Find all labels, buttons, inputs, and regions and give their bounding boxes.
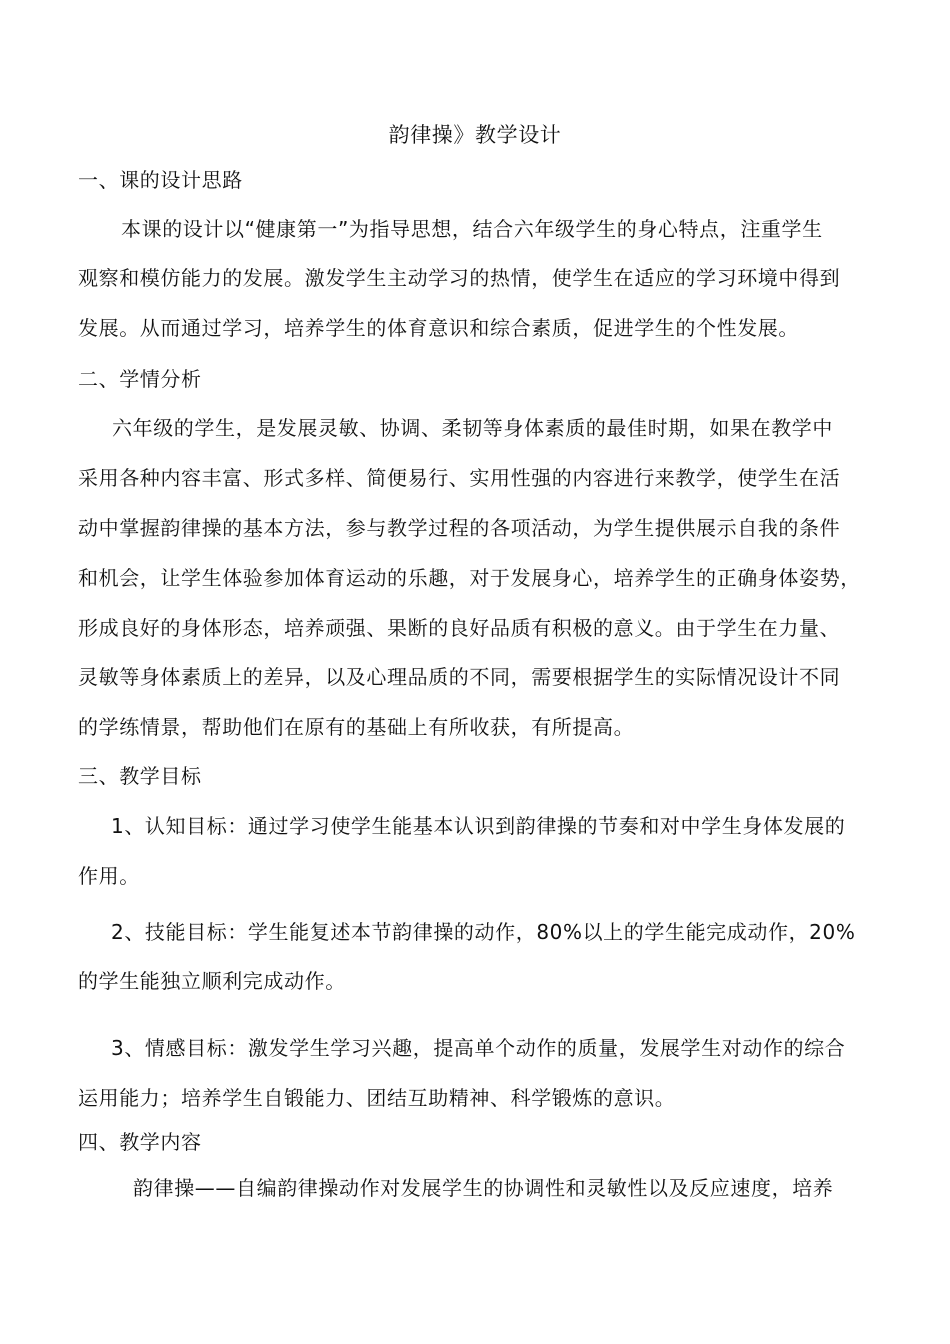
paragraph-line: 的学练情景，帮助他们在原有的基础上有所收获，有所提高。 — [78, 715, 635, 739]
goal-cognitive-line: 1、认知目标：通过学习使学生能基本认识到韵律操的节奏和对中学生身体发展的 — [111, 814, 846, 838]
paragraph-line: 形成良好的身体形态，培养顽强、果断的良好品质有积极的意义。由于学生在力量、 — [78, 616, 841, 640]
section-heading-teaching-goals: 三、教学目标 — [78, 764, 202, 788]
paragraph-line: 发展。从而通过学习，培养学生的体育意识和综合素质，促进学生的个性发展。 — [78, 316, 799, 340]
paragraph-line: 和机会，让学生体验参加体育运动的乐趣，对于发展身心，培养学生的正确身体姿势， — [78, 566, 861, 590]
goal-skill-line: 2、技能目标：学生能复述本节韵律操的动作，80%以上的学生能完成动作，20% — [111, 920, 856, 944]
goal-cognitive-line: 作用。 — [78, 864, 140, 888]
paragraph-line: 韵律操——自编韵律操动作对发展学生的协调性和灵敏性以及反应速度，培养 — [133, 1176, 834, 1200]
paragraph-line: 观察和模仿能力的发展。激发学生主动学习的热情，使学生在适应的学习环境中得到 — [78, 266, 841, 290]
section-heading-teaching-content: 四、教学内容 — [78, 1130, 202, 1154]
paragraph-line: 六年级的学生，是发展灵敏、协调、柔韧等身体素质的最佳时期，如果在教学中 — [112, 416, 833, 440]
document-title: 韵律操》教学设计 — [388, 123, 562, 147]
section-heading-design-idea: 一、课的设计思路 — [78, 168, 243, 192]
goal-affective-line: 运用能力；培养学生自锻能力、团结互助精神、科学锻炼的意识。 — [78, 1086, 676, 1110]
goal-skill-line: 的学生能独立顺利完成动作。 — [78, 969, 346, 993]
paragraph-line: 动中掌握韵律操的基本方法，参与教学过程的各项活动，为学生提供展示自我的条件 — [78, 516, 841, 540]
paragraph-line: 本课的设计以“健康第一”为指导思想，结合六年级学生的身心特点，注重学生 — [121, 217, 823, 241]
section-heading-student-analysis: 二、学情分析 — [78, 367, 202, 391]
goal-affective-line: 3、情感目标：激发学生学习兴趣，提高单个动作的质量，发展学生对动作的综合 — [111, 1036, 846, 1060]
paragraph-line: 灵敏等身体素质上的差异，以及心理品质的不同，需要根据学生的实际情况设计不同 — [78, 665, 841, 689]
paragraph-line: 采用各种内容丰富、形式多样、简便易行、实用性强的内容进行来教学，使学生在活 — [78, 466, 841, 490]
